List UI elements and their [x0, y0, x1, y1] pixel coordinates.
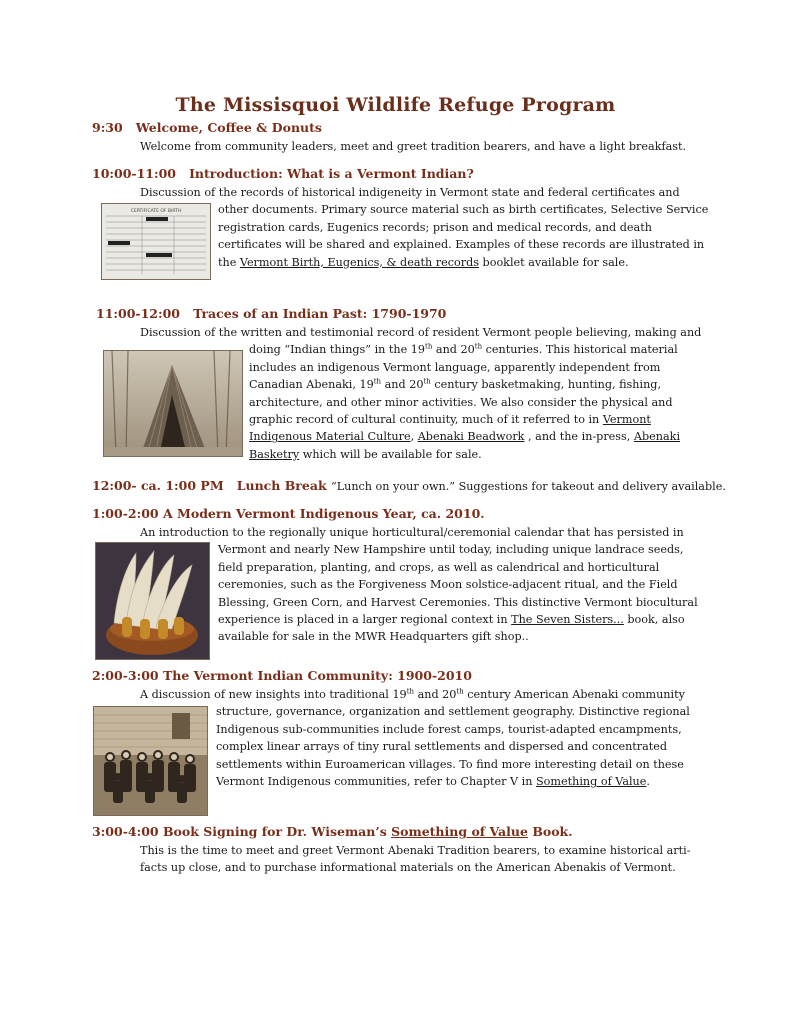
program-item-community: 2:00-3:00 The Vermont Indian Community: 1900-2010 A discussion of new insights into traditional 19th and 20th century American Abenaki community structure, governance, organization and settlement geography. Distinctive regional Indigenous sub-communities include forest camps, tourist-adapted encampments, complex linear arrays of tiny rural settlements and dispersed and concentrated settlements within Euroamerican villages. To find more interesting detail on these Vermont Indigenous communities, refer to Chapter V in Something of Value. [0, 668, 791, 818]
item-heading-tail: Book. [532, 824, 573, 839]
item-text: certificates will be shared and explained. Examples of these records are illustrated in [218, 238, 705, 252]
booklet-link[interactable]: Vermont Birth, Eugenics, & death records [239, 255, 479, 269]
item-heading: Lunch Break [236, 478, 327, 493]
item-text: structure, governance, organization and settlement geography. Distinctive regional [216, 705, 690, 719]
item-text: complex linear arrays of tiny rural settlements and dispersed and concentrated [216, 740, 668, 754]
book-link[interactable]: Abenaki [633, 430, 681, 444]
item-time: 11:00-12:00 [96, 306, 180, 321]
certificate-label: CERTIFICATE OF BIRTH [130, 209, 182, 214]
item-time: 2:00-3:00 [92, 668, 159, 683]
book-link[interactable]: Something of Value [391, 824, 528, 839]
birth-certificate-image [101, 203, 211, 280]
item-text: Discussion of the records of historical indigeneity in Vermont state and federal certificates and [140, 186, 680, 199]
item-text: other documents. Primary source material such as birth certificates, Selective Service [218, 203, 709, 217]
corn-photo [95, 542, 210, 660]
item-text: Vermont and nearly New Hampshire until today, including unique landrace seeds, [218, 543, 684, 557]
item-time: 10:00-11:00 [92, 166, 176, 181]
item-heading: The Vermont Indian Community: 1900-2010 [162, 668, 472, 683]
program-item-modern-year: 1:00-2:00 A Modern Vermont Indigenous Year, ca. 2010. An introduction to the regionally unique horticultural/ceremonial calendar that has persisted in Vermont and nearly New Hampshire until today, including unique landrace seeds, field preparation, planting, and crops, as well as calendrical and horticultural ceremonies, such as the Forgiveness Moon solstice-adjacent ritual, and the Field Blessing, Green Corn, and Harvest Ceremonies. This distinctive Vermont biocultural experience is placed in a larger regional context in The Seven Sisters... book, also available for sale in the MWR Headquarters gift shop.. [0, 506, 791, 656]
item-text: includes an indigenous Vermont language, apparently independent from [249, 360, 661, 374]
item-heading: A Modern Vermont Indigenous Year, ca. 2010. [162, 506, 485, 521]
item-text: An introduction to the regionally unique horticultural/ceremonial calendar that has persisted in [140, 526, 684, 539]
item-text: registration cards, Eugenics records; prison and medical records, and death [218, 220, 652, 234]
item-text: Discussion of the written and testimonial record of resident Vermont people believing, making and [140, 326, 702, 339]
item-text: Indigenous sub-communities include forest camps, tourist-adapted encampments, [216, 722, 682, 736]
item-text: This is the time to meet and greet Vermont Abenaki Tradition bearers, to examine historical arti- [140, 844, 691, 857]
item-text: architecture, and other minor activities. We also consider the physical and [249, 395, 673, 409]
item-text: “Lunch on your own.” Suggestions for takeout and delivery available. [330, 480, 726, 493]
item-text: field preparation, planting, and crops, as well as calendrical and horticultural [218, 560, 660, 574]
program-item-introduction: 10:00-11:00 Introduction: What is a Vermont Indian? Discussion of the records of historical indigeneity in Vermont state and federal certificates and CERTIFICATE OF BIRTH other documents. Primary source material such as birth certificates, Selective Service registration cards, Eugenics records; prison and medical records, and death certificates will be shared and explained. Examples of these records are illustrated in the Vermont Birth, Eugenics, & death records booklet available for sale. [0, 166, 791, 286]
item-time: 9:30 [92, 120, 123, 135]
book-link[interactable]: Abenaki Beadwork [417, 430, 525, 444]
book-link[interactable]: Something of Value [536, 775, 647, 789]
item-time: 12:00- ca. 1:00 PM [92, 478, 224, 493]
program-item-book-signing [0, 824, 791, 884]
item-text: settlements within Euroamerican villages. To find more interesting detail on these [216, 757, 684, 771]
program-item-lunch [0, 478, 791, 502]
book-link[interactable]: Indigenous Material Culture [249, 430, 411, 444]
item-heading: Book Signing for Dr. Wiseman’s [162, 824, 387, 839]
community-group-photo [93, 706, 208, 816]
item-text: Welcome from community leaders, meet and greet tradition bearers, and have a light breakfast. [140, 140, 687, 153]
item-heading: Introduction: What is a Vermont Indian? [189, 166, 474, 181]
item-text: ceremonies, such as the Forgiveness Moon solstice-adjacent ritual, and the Field [218, 578, 678, 592]
item-text: facts up close, and to purchase informational materials on the American Abenakis of Vermont. [140, 861, 676, 875]
book-link[interactable]: Basketry [249, 447, 300, 461]
item-text: Blessing, Green Corn, and Harvest Ceremonies. This distinctive Vermont biocultural [218, 595, 698, 609]
item-heading: Welcome, Coffee & Donuts [135, 120, 322, 135]
program-item-welcome [0, 120, 791, 160]
item-heading: Traces of an Indian Past: 1790-1970 [193, 306, 447, 321]
program-item-traces: 11:00-12:00 Traces of an Indian Past: 1790-1970 Discussion of the written and testimonial record of resident Vermont people believing, making and doing “Indian things” in the 19th and 20th centuries. This historical material includes an indigenous Vermont language, apparently independent from Canadian Abenaki, 19th and 20th century basketmaking, hunting, fishing, architecture, and other minor activities. We also consider the physical and graphic record of cultural continuity, much of it referred to in Vermont Indigenous Material Culture, Abenaki Beadwork , and the in-press, Abenaki Basketry which will be available for sale. [96, 306, 702, 461]
item-time: 1:00-2:00 [92, 506, 159, 521]
wigwam-photo [103, 350, 243, 457]
item-text: available for sale in the MWR Headquarters gift shop.. [218, 630, 529, 644]
book-link[interactable]: The Seven Sisters... [511, 613, 624, 627]
book-link[interactable]: Vermont [602, 413, 651, 427]
item-time: 3:00-4:00 [92, 824, 159, 839]
page-title: The Missisquoi Wildlife Refuge Program [175, 94, 616, 116]
